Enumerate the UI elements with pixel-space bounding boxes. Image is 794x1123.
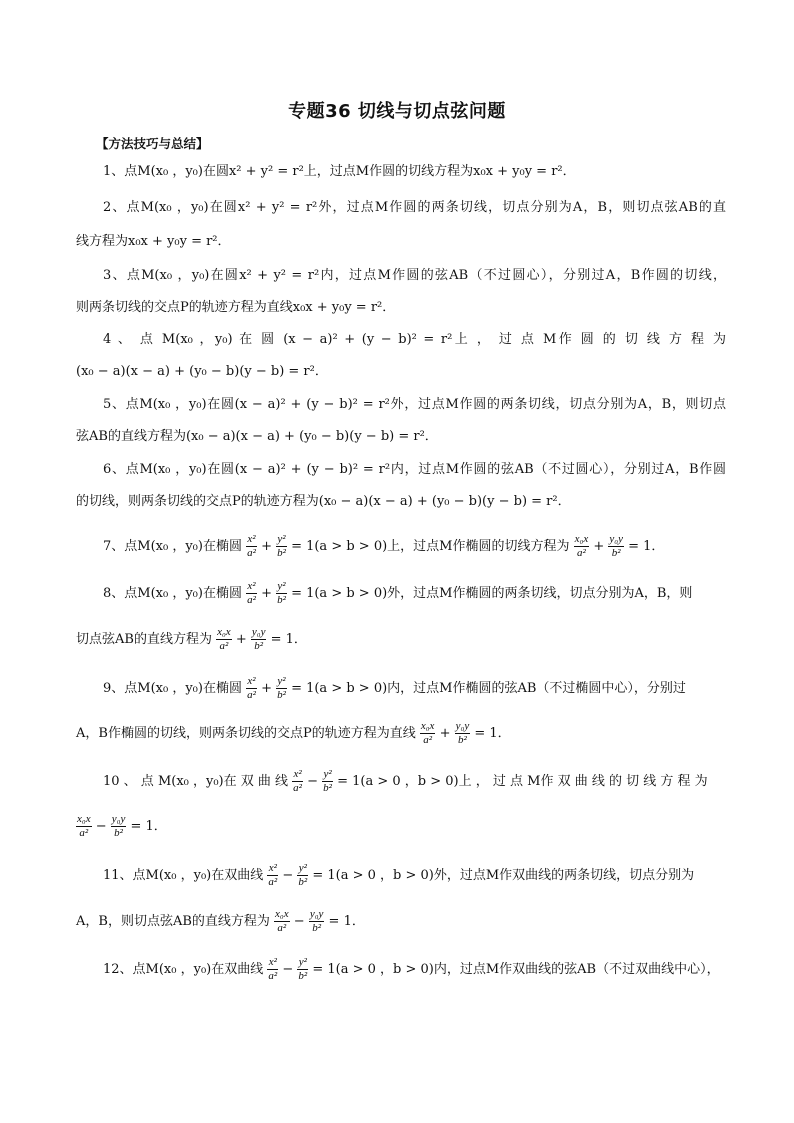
item-9-text-a: 9、点M(x₀ ，y₀)在椭圆	[103, 681, 242, 696]
fraction-x2-a2: $\frac{\text{x²}}{\text{a²}}$	[268, 862, 278, 888]
item-11-line-1: 11、点M(x₀ ，y₀)在双曲线 $\frac{\text{x²}}{\text{a²}}$ − $\frac{\text{y²}}{\text{b²}}$ = 1(a > 0 ，b > 0)外，过点M作双曲线的两条切线，切点分别为	[103, 862, 695, 888]
item-10-line-2: $\frac{\text{x₀x}}{\text{a²}}$ − $\frac{\text{y₀y}}{\text{b²}}$ = 1．	[77, 813, 167, 839]
item-8-line-2: 切点弦AB的直线方程为 $\frac{\text{x₀x}}{\text{a²}}$ + $\frac{\text{y₀y}}{\text{b²}}$ = 1．	[76, 626, 307, 652]
fraction-y2-b2: $\frac{\text{y²}}{\text{b²}}$	[298, 956, 308, 982]
item-8-text-b: = 1(a > b > 0)外，过点M作椭圆的两条切线，切点分别为A，B，则	[291, 586, 693, 601]
fraction-x0x-a2: $\frac{\text{x₀x}}{\text{a²}}$	[275, 908, 289, 934]
fraction-y0y-b2: $\frac{\text{y₀y}}{\text{b²}}$	[251, 626, 266, 652]
fraction-x0x-a2: $\frac{\text{x₀x}}{\text{a²}}$	[217, 626, 231, 652]
item-9-line-2: A，B作椭圆的切线，则两条切线的交点P的轨迹方程为直线 $\frac{\text{x₀x}}{\text{a²}}$ + $\frac{\text{y₀y}}{\text{b²}}$ = 1．	[76, 720, 511, 746]
fraction-x2-a2: $\frac{\text{x²}}{\text{a²}}$	[293, 768, 302, 794]
item-6-line-2: 的切线，则两条切线的交点P的轨迹方程为(x₀ − a)(x − a) + (y₀ − b)(y − b) = r²．	[76, 494, 571, 509]
item-6-line-1: 6、点M(x₀ ，y₀)在圆(x − a)² + (y − b)² = r²内，过点M作圆的弦AB（不过圆心），分别过A，B作圆	[103, 462, 726, 477]
fraction-y0y-b2: $\frac{\text{y₀y}}{\text{b²}}$	[111, 813, 126, 839]
fraction-x0x-a2: $\frac{\text{x₀x}}{\text{a²}}$	[574, 533, 589, 559]
fraction-y2-b2: $\frac{\text{y²}}{\text{b²}}$	[298, 862, 308, 888]
fraction-y2-b2: $\frac{\text{y²}}{\text{b²}}$	[277, 580, 286, 606]
item-9-text-b: = 1(a > b > 0)内，过点M作椭圆的弦AB（不过椭圆中心），分别过	[291, 681, 686, 696]
item-9-text-l2a: A，B作椭圆的切线，则两条切线的交点P的轨迹方程为直线	[76, 726, 416, 741]
item-11-text-l2b: = 1．	[328, 914, 365, 929]
item-7-text-a: 7、点M(x₀ ，y₀)在椭圆	[103, 539, 242, 554]
item-7-text-b: = 1(a > b > 0)上，过点M作椭圆的切线方程为	[291, 539, 570, 554]
item-5-line-1: 5、点M(x₀ ，y₀)在圆(x − a)² + (y − b)² = r²外，过点M作圆的两条切线，切点分别为A，B，则切点	[103, 397, 726, 412]
item-1-line-1: 1、点M(x₀ ，y₀)在圆x² + y² = r²上，过点M作圆的切线方程为x₀x + y₀y = r²．	[103, 164, 576, 179]
item-8-text-l2b: = 1．	[270, 632, 307, 647]
fraction-x0x-a2: $\frac{\text{x₀x}}{\text{a²}}$	[420, 720, 435, 746]
section-heading: 【方法技巧与总结】	[96, 136, 209, 151]
fraction-x2-a2: $\frac{\text{x²}}{\text{a²}}$	[247, 533, 256, 559]
page-title: 专题36 切线与切点弦问题	[288, 101, 506, 122]
fraction-x0x-a2: $\frac{\text{x₀x}}{\text{a²}}$	[77, 813, 91, 839]
fraction-x2-a2: $\frac{\text{x²}}{\text{a²}}$	[247, 675, 256, 701]
item-11-line-2: A，B，则切点弦AB的直线方程为 $\frac{\text{x₀x}}{\text{a²}}$ − $\frac{\text{y₀y}}{\text{b²}}$ = 1．	[76, 908, 365, 934]
item-3-line-1: 3、点M(x₀ ，y₀)在圆x² + y² = r²内，过点M作圆的弦AB（不过圆心），分别过A，B作圆的切线，	[103, 268, 726, 283]
fraction-y2-b2: $\frac{\text{y²}}{\text{b²}}$	[323, 768, 332, 794]
item-10-text-l2b: = 1．	[130, 819, 167, 834]
item-4-line-1: 4 、 点 M(x₀ ，y₀) 在 圆 (x − a)² + (y − b)² = r²上 ， 过 点 M作 圆 的 切 线 方 程 为	[103, 332, 726, 347]
item-8-line-1: 8、点M(x₀ ，y₀)在椭圆 $\frac{\text{x²}}{\text{a²}}$ + $\frac{\text{y²}}{\text{b²}}$ = 1(a > b > 0)外，过点M作椭圆的两条切线，切点分别为A，B，则	[103, 580, 693, 606]
fraction-y0y-b2: $\frac{\text{y₀y}}{\text{b²}}$	[455, 720, 470, 746]
fraction-y0y-b2: $\frac{\text{y₀y}}{\text{b²}}$	[609, 533, 623, 559]
item-7-line-1: 7、点M(x₀ ，y₀)在椭圆 $\frac{\text{x²}}{\text{a²}}$ + $\frac{\text{y²}}{\text{b²}}$ = 1(a > b > 0)上，过点M作椭圆的切线方程为 $\frac{\text{x₀x}}{\text{a²}}$ + $\frac{\text{y₀y}}{\text{b²}}$ = 1．	[103, 533, 665, 559]
item-8-text-a: 8、点M(x₀ ，y₀)在椭圆	[103, 586, 242, 601]
item-5-line-2: 弦AB的直线方程为(x₀ − a)(x − a) + (y₀ − b)(y − b) = r²．	[76, 429, 438, 444]
item-10-text-a: 10 、 点 M(x₀ ，y₀)在 双 曲 线	[103, 774, 289, 789]
item-12-text-a: 12、点M(x₀ ，y₀)在双曲线	[103, 962, 264, 977]
item-3-line-2: 则两条切线的交点P的轨迹方程为直线x₀x + y₀y = r²．	[76, 300, 396, 315]
item-7-text-c: = 1．	[628, 539, 665, 554]
item-11-text-l2a: A，B，则切点弦AB的直线方程为	[76, 914, 270, 929]
item-8-text-l2a: 切点弦AB的直线方程为	[76, 632, 212, 647]
fraction-x2-a2: $\frac{\text{x²}}{\text{a²}}$	[268, 956, 278, 982]
item-12-text-b: = 1(a > 0 ，b > 0)内，过点M作双曲线的弦AB（不过双曲线中心），	[312, 962, 720, 977]
fraction-y0y-b2: $\frac{\text{y₀y}}{\text{b²}}$	[309, 908, 324, 934]
fraction-y2-b2: $\frac{\text{y²}}{\text{b²}}$	[277, 533, 286, 559]
item-2-line-1: 2、点M(x₀ ，y₀)在圆x² + y² = r²外，过点M作圆的两条切线，切点分别为A，B，则切点弦AB的直	[103, 200, 726, 215]
fraction-y2-b2: $\frac{\text{y²}}{\text{b²}}$	[277, 675, 286, 701]
item-9-line-1: 9、点M(x₀ ，y₀)在椭圆 $\frac{\text{x²}}{\text{a²}}$ + $\frac{\text{y²}}{\text{b²}}$ = 1(a > b > 0)内，过点M作椭圆的弦AB（不过椭圆中心），分别过	[103, 675, 686, 701]
item-11-text-a: 11、点M(x₀ ，y₀)在双曲线	[103, 868, 264, 883]
item-11-text-b: = 1(a > 0 ，b > 0)外，过点M作双曲线的两条切线，切点分别为	[312, 868, 695, 883]
item-10-text-b: = 1(a > 0 ，b > 0)上 ， 过 点 M作 双 曲 线 的 切 线 方 程 为	[337, 774, 708, 789]
item-9-text-l2b: = 1．	[474, 726, 511, 741]
item-4-line-2: (x₀ − a)(x − a) + (y₀ − b)(y − b) = r²．	[76, 364, 328, 379]
item-12-line-1: 12、点M(x₀ ，y₀)在双曲线 $\frac{\text{x²}}{\text{a²}}$ − $\frac{\text{y²}}{\text{b²}}$ = 1(a > 0 ，b > 0)内，过点M作双曲线的弦AB（不过双曲线中心），	[103, 956, 720, 982]
item-2-line-2: 线方程为x₀x + y₀y = r²．	[76, 234, 231, 249]
item-10-line-1: 10 、 点 M(x₀ ，y₀)在 双 曲 线 $\frac{\text{x²}}{\text{a²}}$ − $\frac{\text{y²}}{\text{b²}}$ = 1(a > 0 ，b > 0)上 ， 过 点 M作 双 曲 线 的 切 线 方 程 为	[103, 768, 708, 794]
fraction-x2-a2: $\frac{\text{x²}}{\text{a²}}$	[247, 580, 256, 606]
